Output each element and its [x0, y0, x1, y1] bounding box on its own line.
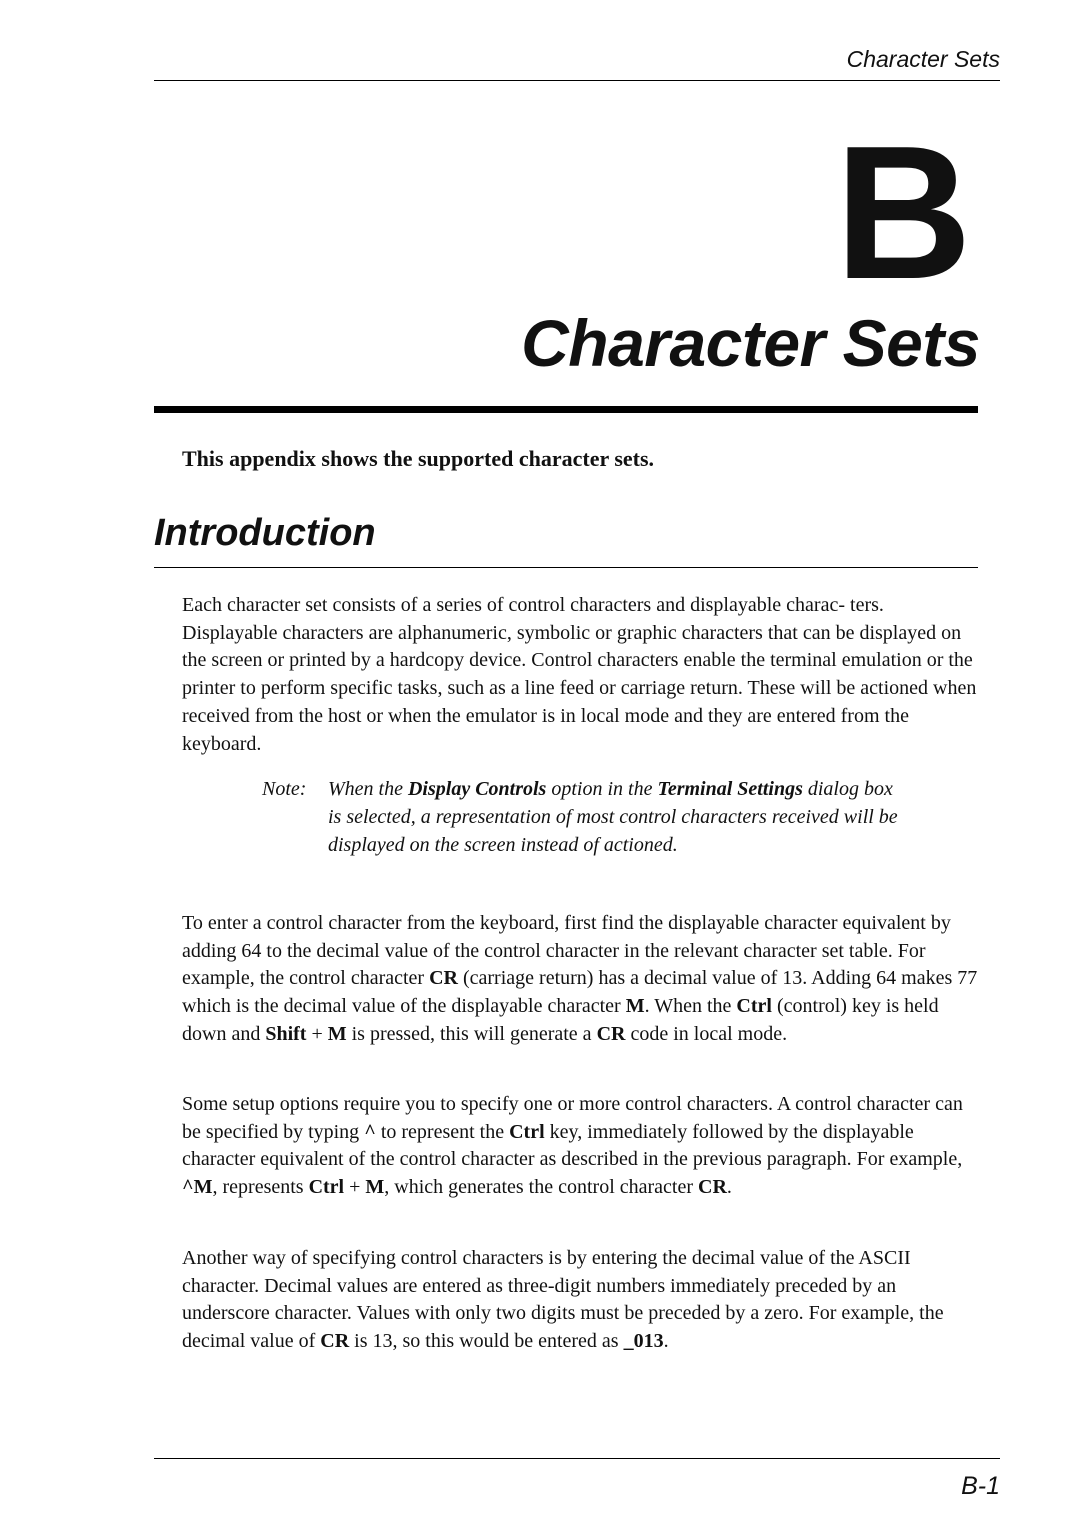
paragraph-decimal-values: Another way of specifying control characters is by entering the decimal value of the ASCII character. Decimal values are entered as three-digit numbers immediately preceded by an underscore character. Values with only two digits must be preceded by a zero. For example, the decimal value of CR is 13, so this would be entered as _013. [182, 1247, 944, 1353]
paragraph-enter-control: To enter a control character from the keyboard, first find the displayable character equivalent by adding 64 to the decimal value of the control character in the relevant character set table. For example, the control character CR (carriage return) has a decimal value of 13. Adding 64 makes 77 which is the decimal value of the displayable character M. When the Ctrl (control) key is held down and Shift + M is pressed, this will generate a CR code in local mode. [182, 912, 978, 1045]
paragraph-setup-options: Some setup options require you to specify one or more control characters. A control character can be specified by typing ^ to represent the Ctrl key, immediately followed by the displayable character equivalent of the control character as described in the previous paragraph. For example, ^M, represents Ctrl + M, which generates the control character CR. [182, 1093, 963, 1199]
chapter-summary: This appendix shows the supported character sets. [182, 446, 655, 471]
footer-rule [154, 1458, 1000, 1459]
paragraph-intro: Each character set consists of a series of control characters and displayable charac- ters. Displayable characters are alphanumeric, symbolic or graphic characters that can be displayed on the screen or printed by a hardcopy device. Control characters enable the terminal emulation or the printer to perform specific tasks, such as a line feed or carriage return. These will be actioned when received from the host or when the emulator is in local mode and they are entered from the keyboard. [182, 594, 977, 755]
running-header: Character Sets [846, 46, 1000, 72]
note-label: Note: [262, 778, 307, 800]
section-heading: Introduction [154, 512, 376, 554]
note-text: When the Display Controls option in the Terminal Settings dialog box is selected, a representation of most control characters received will be displayed on the screen instead of actioned. [328, 778, 898, 856]
title-rule [154, 406, 978, 413]
page-number: B-1 [961, 1472, 1000, 1500]
chapter-title: Character Sets [521, 306, 980, 380]
section-rule [154, 567, 978, 568]
appendix-letter: B [834, 107, 972, 319]
note-block [262, 776, 902, 859]
header-rule [154, 80, 1000, 81]
